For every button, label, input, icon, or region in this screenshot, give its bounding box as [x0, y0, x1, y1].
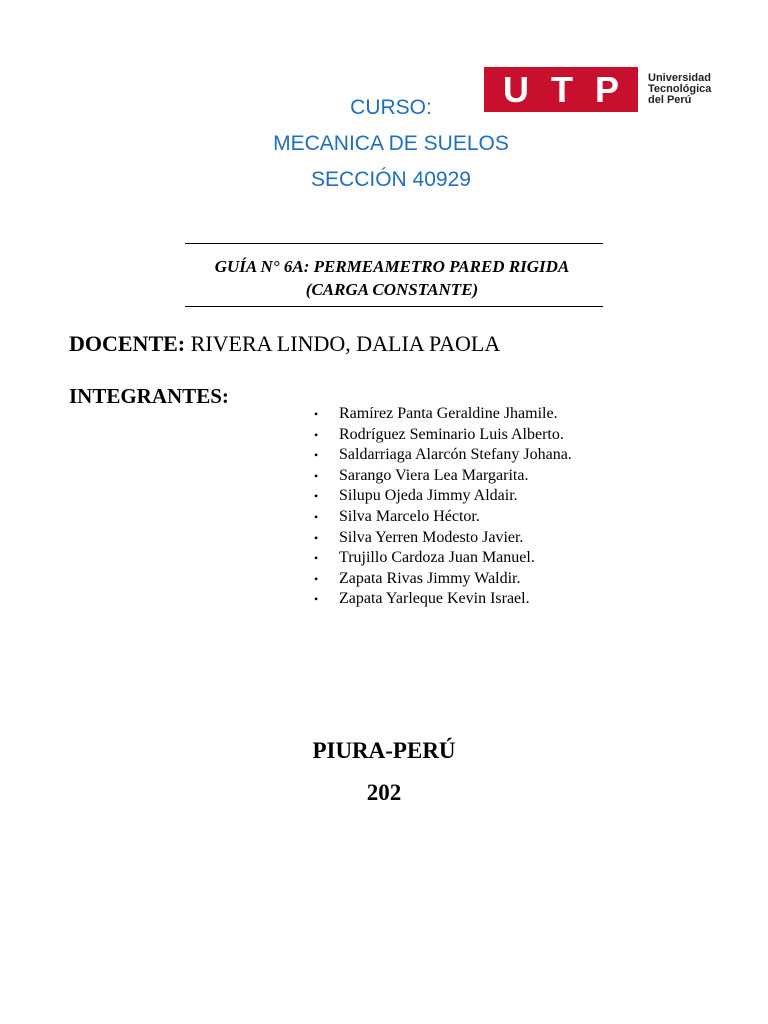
course-section: SECCIÓN 40929 — [311, 168, 471, 191]
list-item — [314, 589, 572, 610]
bullet-icon: • — [314, 592, 319, 607]
member-name: Silva Marcelo Héctor. — [339, 507, 480, 525]
member-name: Rodríguez Seminario Luis Alberto. — [339, 425, 564, 443]
footer-place: PIURA-PERÚ — [312, 738, 456, 763]
bullet-icon: • — [314, 468, 319, 483]
guide-title-line1: GUÍA N° 6A: PERMEAMETRO PARED RIGIDA — [214, 257, 570, 276]
footer-year: 202 — [366, 780, 402, 805]
member-name: Ramírez Panta Geraldine Jhamile. — [339, 405, 558, 422]
list-item — [314, 507, 572, 528]
list-item — [314, 569, 572, 590]
member-name: Zapata Yarleque Kevin Israel. — [339, 590, 530, 608]
bullet-icon: • — [314, 509, 319, 524]
logo-letter-u: U — [502, 69, 529, 110]
docente-line — [69, 331, 500, 357]
member-name: Saldarriaga Alarcón Stefany Johana. — [339, 446, 572, 464]
member-name: Silupu Ojeda Jimmy Aldair. — [339, 487, 518, 505]
list-item — [314, 548, 572, 569]
title-rule-bottom — [185, 306, 603, 307]
bullet-icon: • — [314, 571, 319, 586]
bullet-icon: • — [314, 427, 319, 442]
logo-text-line3: del Perú — [648, 94, 692, 106]
docente-name: RIVERA LINDO, DALIA PAOLA — [190, 331, 501, 356]
members-list — [314, 404, 572, 610]
course-name: MECANICA DE SUELOS — [273, 132, 509, 155]
member-name: Trujillo Cardoza Juan Manuel. — [339, 549, 535, 567]
bullet-icon: • — [314, 530, 319, 545]
list-item — [314, 404, 572, 425]
docente-label: DOCENTE: — [69, 331, 186, 356]
bullet-icon: • — [314, 551, 319, 566]
course-label: CURSO: — [350, 96, 432, 119]
bullet-icon: • — [314, 448, 319, 463]
logo-letter-t: T — [550, 69, 573, 110]
logo-letter-p: P — [594, 69, 619, 110]
list-item — [314, 466, 572, 487]
integrantes-label: INTEGRANTES: — [69, 384, 229, 408]
title-rule-top — [185, 243, 603, 244]
member-name: Silva Yerren Modesto Javier. — [339, 528, 524, 546]
list-item — [314, 425, 572, 446]
guide-title-line2: (CARGA CONSTANTE) — [305, 280, 479, 299]
member-name: Zapata Rivas Jimmy Waldir. — [339, 569, 521, 587]
list-item — [314, 486, 572, 507]
logo-text-line1: Universidad — [648, 72, 711, 84]
bullet-icon: • — [314, 407, 319, 421]
logo-text-line2: Tecnológica — [648, 83, 712, 95]
list-item — [314, 528, 572, 549]
list-item — [314, 445, 572, 466]
member-name: Sarango Viera Lea Margarita. — [339, 466, 529, 484]
bullet-icon: • — [314, 489, 319, 504]
